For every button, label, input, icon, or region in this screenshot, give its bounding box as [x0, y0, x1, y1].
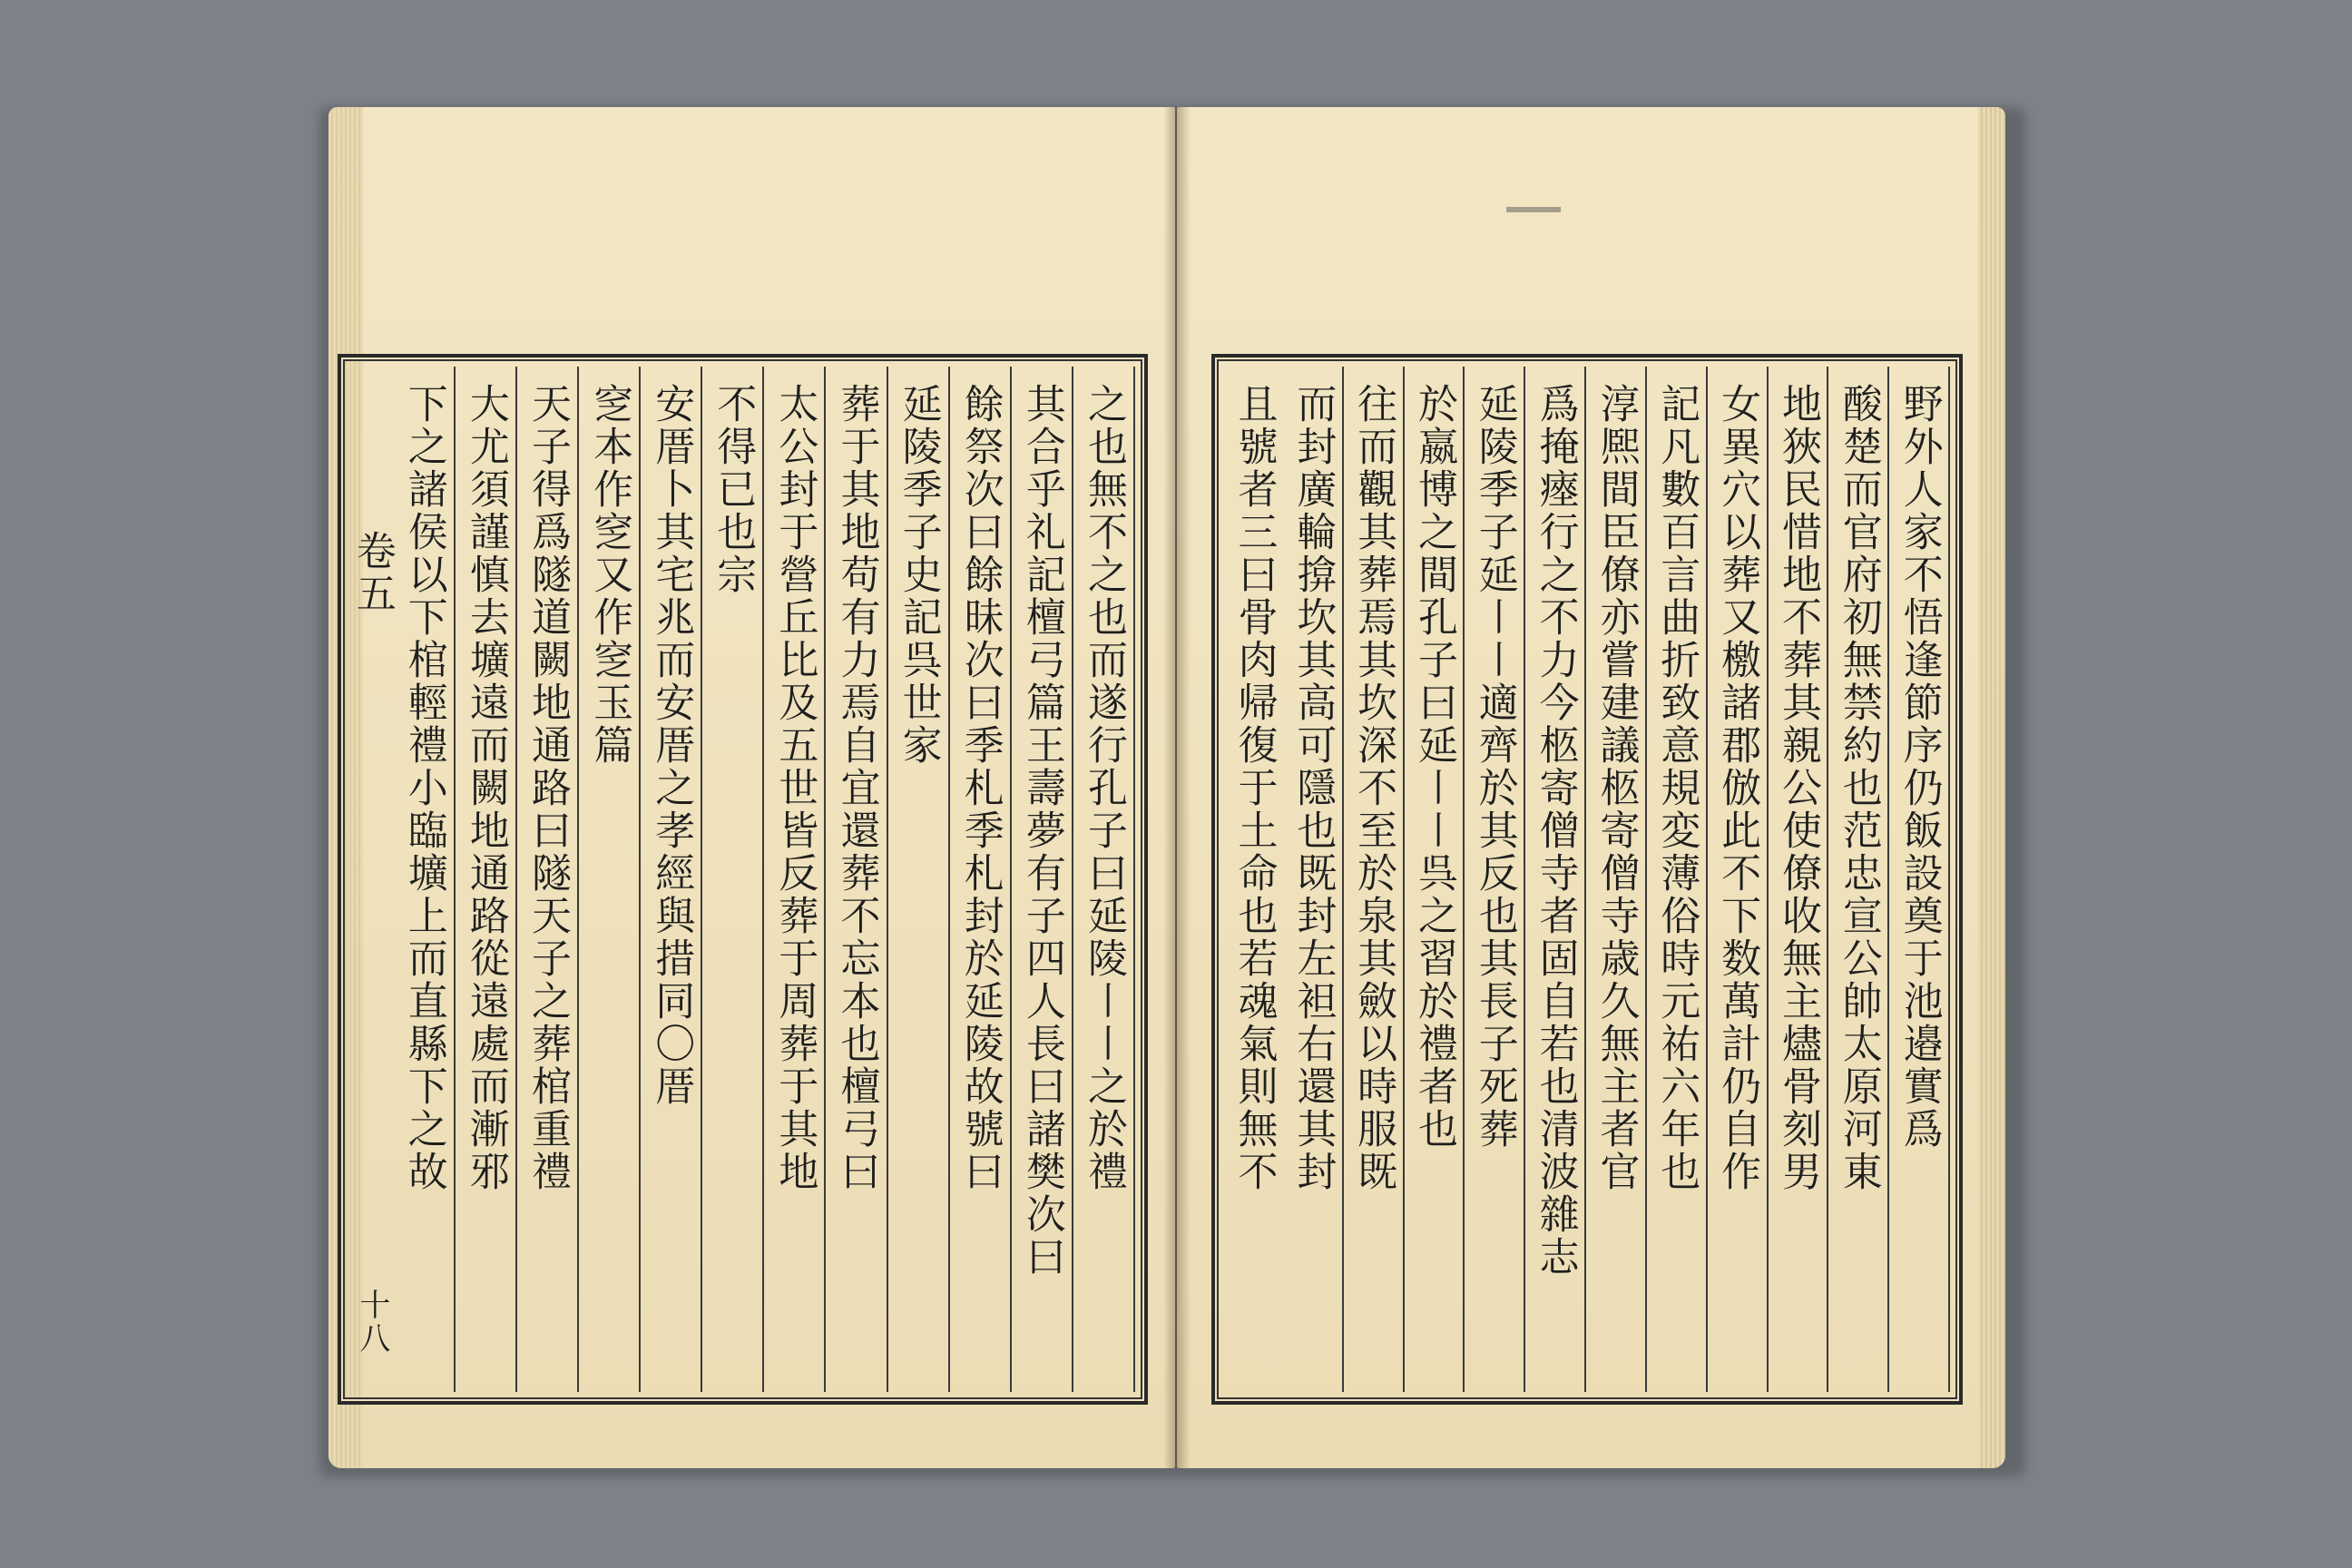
text-column: 太公封于營丘比及五世皆反葬于周葬于其地 [764, 367, 826, 1392]
right-page-frame [1211, 354, 1963, 1405]
page-margin-column [350, 367, 394, 1392]
text-column: 地狹民惜地不葬其親公使僚收無主燼骨刻男 [1769, 367, 1829, 1392]
text-column: 女異穴以葬又檄諸郡倣此不下数萬計仍自作 [1708, 367, 1769, 1392]
text-column: 餘祭次曰餘昧次曰季札季札封於延陵故號曰 [950, 367, 1012, 1392]
text-column: 窆本作窆又作窆玉篇 [579, 367, 641, 1392]
text-column: 爲掩瘞行之不力今柩寄僧寺者固自若也清波雜志 [1525, 367, 1586, 1392]
text-column: 記凡數百言曲折致意規変薄俗時元祐六年也 [1647, 367, 1708, 1392]
text-column: 且號者三曰骨肉帰復于土命也若魂氣則無不 [1230, 383, 1278, 1193]
text-column: 葬于其地苟有力焉自宜還葬不忘本也檀弓曰 [826, 367, 887, 1392]
text-column: 之也無不之也而遂行孔子曰延陵〡〡之於禮 [1073, 367, 1135, 1392]
text-column: 下之諸侯以下棺輕禮小臨壙上而直縣下之故 [394, 367, 456, 1392]
text-column: 往而觀其葬焉其坎深不至於泉其斂以時服既 [1344, 367, 1405, 1392]
faint-mark [1506, 207, 1561, 212]
right-page-edges [1978, 107, 2005, 1468]
text-column: 延陵季子史記呉世家 [888, 367, 950, 1392]
right-page-columns [1224, 367, 1950, 1392]
text-column: 野外人家不悟逢節序仍飯設奠于池邉實爲 [1889, 367, 1950, 1392]
left-page-frame [338, 354, 1148, 1405]
left-page-columns [350, 367, 1135, 1392]
text-column: 延陵季子延〡〡適齊於其反也其長子死葬 [1465, 367, 1525, 1392]
text-column: 酸楚而官府初無禁約也范忠宣公帥太原河東 [1828, 367, 1889, 1392]
volume-label: 卷五 [348, 530, 396, 615]
text-column: 而封廣輪揜坎其高可隱也既封左袒右還其封 [1283, 367, 1344, 1392]
text-column: 其合乎礼記檀弓篇王壽夢有子四人長曰諸樊次曰 [1012, 367, 1073, 1392]
book-gutter [1163, 107, 1191, 1468]
text-column: 大尤須謹慎去壙遠而闕地通路從遠處而漸邪 [456, 367, 517, 1392]
text-column: 不得已也宗 [702, 367, 764, 1392]
text-column: 於嬴博之間孔子曰延〡〡呉之習於禮者也 [1405, 367, 1465, 1392]
text-column: 天子得爲隧道闕地通路曰隧天子之葬棺重禮 [517, 367, 579, 1392]
text-column: 淳熈間臣僚亦嘗建議柩寄僧寺歳久無主者官 [1586, 367, 1647, 1392]
page-number: 十八 [353, 1289, 390, 1356]
text-column: 安厝卜其宅兆而安厝之孝經與措同〇厝 [641, 367, 702, 1392]
